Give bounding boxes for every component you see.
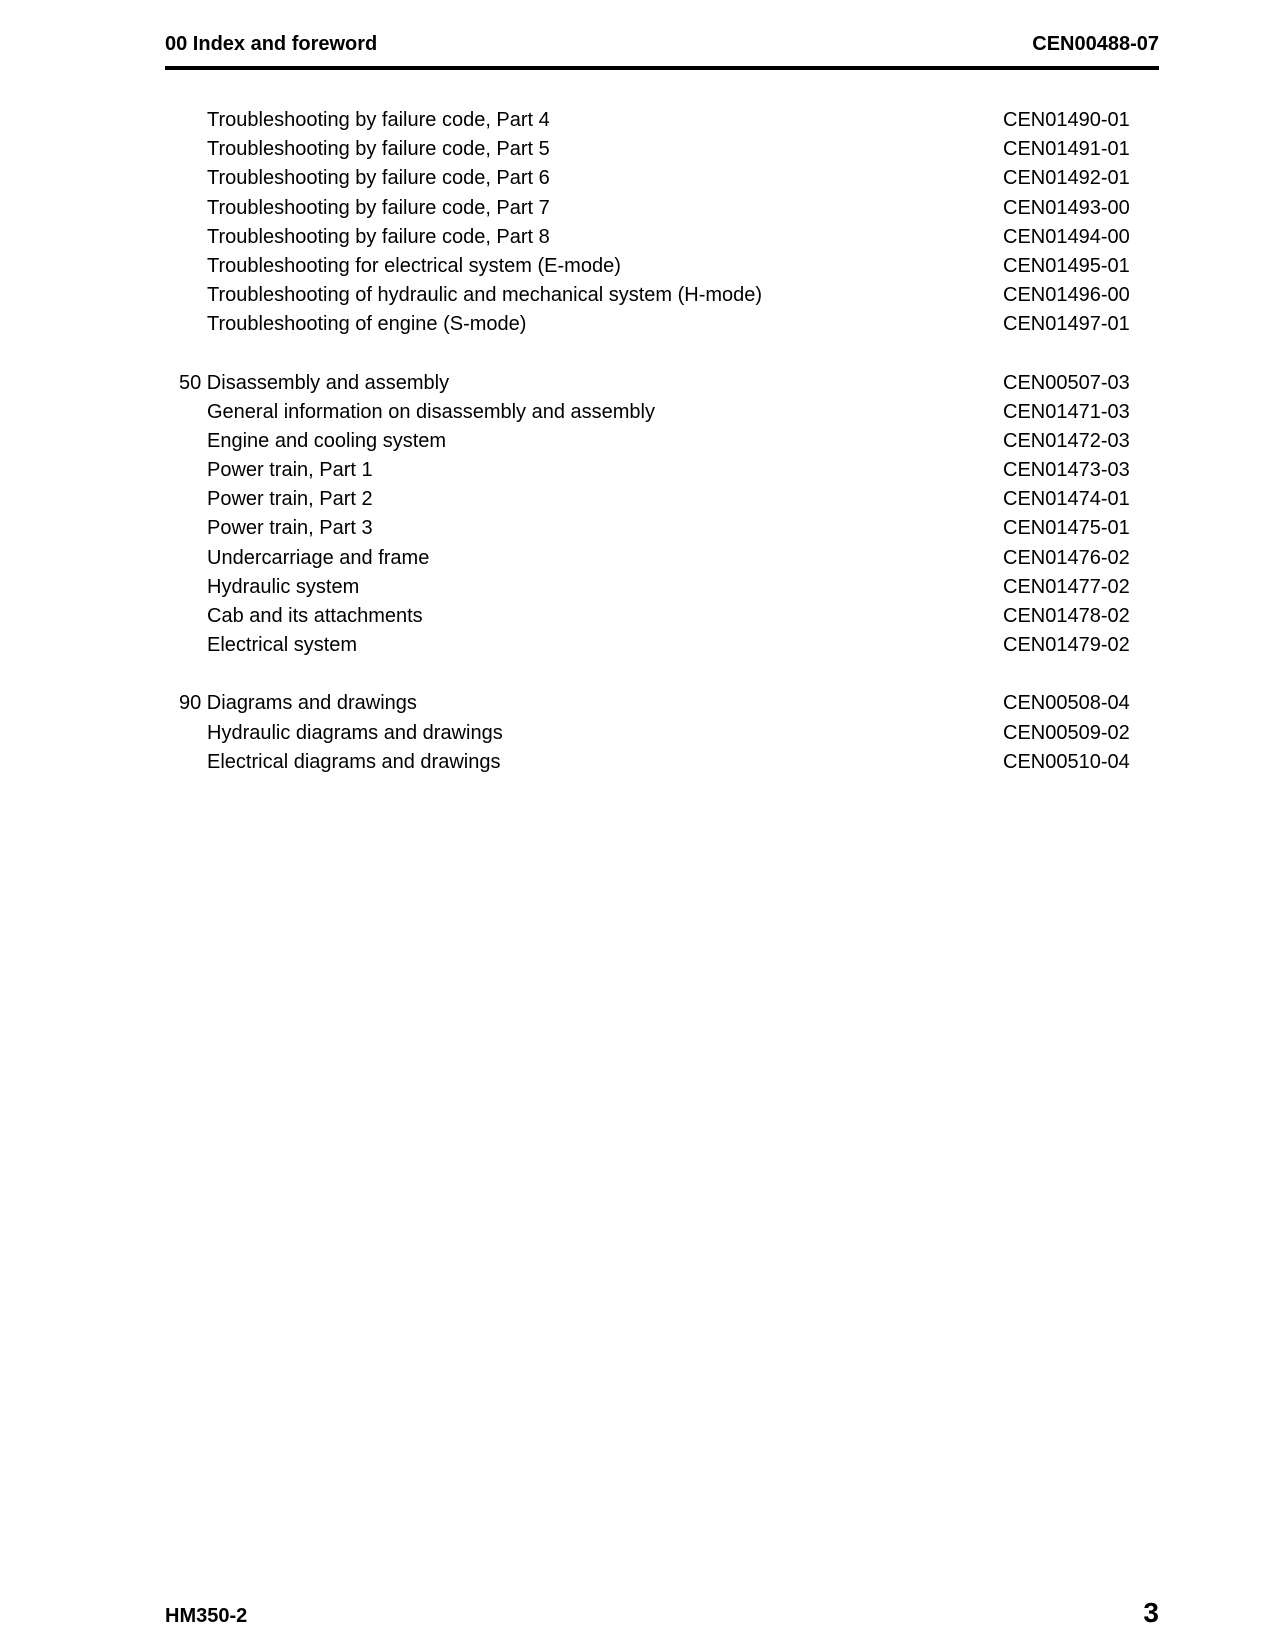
- toc-entry-title: Power train, Part 3: [207, 517, 373, 540]
- toc-entry-code: CEN01478-02: [1003, 605, 1130, 627]
- toc-entry-code: CEN00510-04: [1003, 750, 1130, 773]
- toc-entry-code: CEN01497-01: [1003, 313, 1130, 336]
- toc-entry-row: [165, 310, 1159, 339]
- toc-entry-title: Power train, Part 2: [207, 488, 373, 511]
- toc-entry-row: [165, 602, 1159, 631]
- toc-entry-row: [165, 456, 1159, 485]
- toc-section-row: [165, 689, 1159, 718]
- toc-entry-row: [165, 544, 1159, 573]
- toc-entry-row: [165, 194, 1159, 223]
- toc-entry-row: [165, 631, 1159, 660]
- toc-entry-code: CEN01495-01: [1003, 254, 1130, 277]
- toc-entry-title: Troubleshooting of hydraulic and mechanical system (H-mode): [207, 284, 763, 307]
- toc-entry-code: CEN01477-02: [1003, 575, 1130, 598]
- page-number: 3: [1143, 1597, 1159, 1628]
- toc-entry-title: Cab and its attachments: [207, 605, 423, 627]
- toc-entry-code: CEN01491-01: [1003, 138, 1130, 161]
- toc-entry-title: Troubleshooting by failure code, Part 4: [207, 109, 550, 131]
- toc-entry-row: [165, 223, 1159, 252]
- toc-entry-code: CEN01471-03: [1003, 400, 1130, 423]
- toc-entry-code: CEN00509-02: [1003, 721, 1130, 744]
- toc-entry-row: [165, 106, 1159, 135]
- toc-entry-title: Engine and cooling system: [207, 429, 447, 452]
- toc-entry-row: [165, 164, 1159, 193]
- footer-model: HM350-2: [165, 1605, 248, 1627]
- toc-entry-title: General information on disassembly and assembly: [207, 400, 655, 423]
- toc-entry-title: 50 Disassembly and assembly: [179, 371, 450, 394]
- toc-entry-title: Hydraulic system: [207, 575, 360, 598]
- toc-entry-row: [165, 485, 1159, 514]
- page-header: [165, 30, 1159, 70]
- toc-entry-code: CEN01496-00: [1003, 284, 1130, 307]
- toc-entry-code: CEN01492-01: [1003, 167, 1130, 190]
- toc-entry-code: CEN01490-01: [1003, 109, 1130, 131]
- toc-entry-title: Hydraulic diagrams and drawings: [207, 721, 503, 744]
- toc-entry-row: [165, 281, 1159, 310]
- toc-entry-row: [165, 573, 1159, 602]
- toc-entry-title: 90 Diagrams and drawings: [179, 692, 417, 715]
- toc-entry-code: CEN00507-03: [1003, 371, 1130, 394]
- toc-section-row: [165, 369, 1159, 398]
- toc-entry-title: Undercarriage and frame: [207, 546, 430, 569]
- header-title: 00 Index and foreword: [165, 33, 378, 55]
- toc-entry-row: [165, 398, 1159, 427]
- toc-entry-title: Troubleshooting of engine (S-mode): [207, 313, 527, 336]
- toc-group: [165, 106, 1159, 340]
- toc-entry-title: Troubleshooting for electrical system (E-mode): [207, 254, 621, 277]
- toc-entry-code: CEN01476-02: [1003, 546, 1130, 569]
- toc-entry-row: [165, 135, 1159, 164]
- toc-entry-code: CEN01479-02: [1003, 634, 1130, 657]
- toc-entry-code: CEN01493-00: [1003, 196, 1130, 219]
- toc-entry-code: CEN01475-01: [1003, 517, 1130, 540]
- toc-entry-code: CEN01472-03: [1003, 429, 1130, 452]
- toc-entry-code: CEN00508-04: [1003, 692, 1130, 715]
- toc-entry-code: CEN01474-01: [1003, 488, 1130, 511]
- toc-entry-title: Power train, Part 1: [207, 459, 373, 482]
- toc-entry-row: [165, 427, 1159, 456]
- toc-entry-code: CEN01473-03: [1003, 459, 1130, 482]
- toc-group: [165, 369, 1159, 661]
- toc-entry-title: Troubleshooting by failure code, Part 6: [207, 167, 550, 190]
- toc-entry-row: [165, 748, 1159, 777]
- toc-entry-title: Troubleshooting by failure code, Part 5: [207, 138, 550, 161]
- header-doc-code: CEN00488-07: [1032, 33, 1159, 55]
- toc-entry-title: Troubleshooting by failure code, Part 8: [207, 225, 550, 248]
- toc-entry-title: Electrical diagrams and drawings: [207, 750, 501, 773]
- table-of-contents: [165, 106, 1159, 806]
- toc-entry-title: Troubleshooting by failure code, Part 7: [207, 196, 550, 219]
- toc-group: [165, 689, 1159, 777]
- toc-entry-row: [165, 252, 1159, 281]
- toc-entry-row: [165, 514, 1159, 543]
- toc-entry-title: Electrical system: [207, 634, 358, 657]
- toc-entry-row: [165, 719, 1159, 748]
- toc-entry-code: CEN01494-00: [1003, 225, 1130, 248]
